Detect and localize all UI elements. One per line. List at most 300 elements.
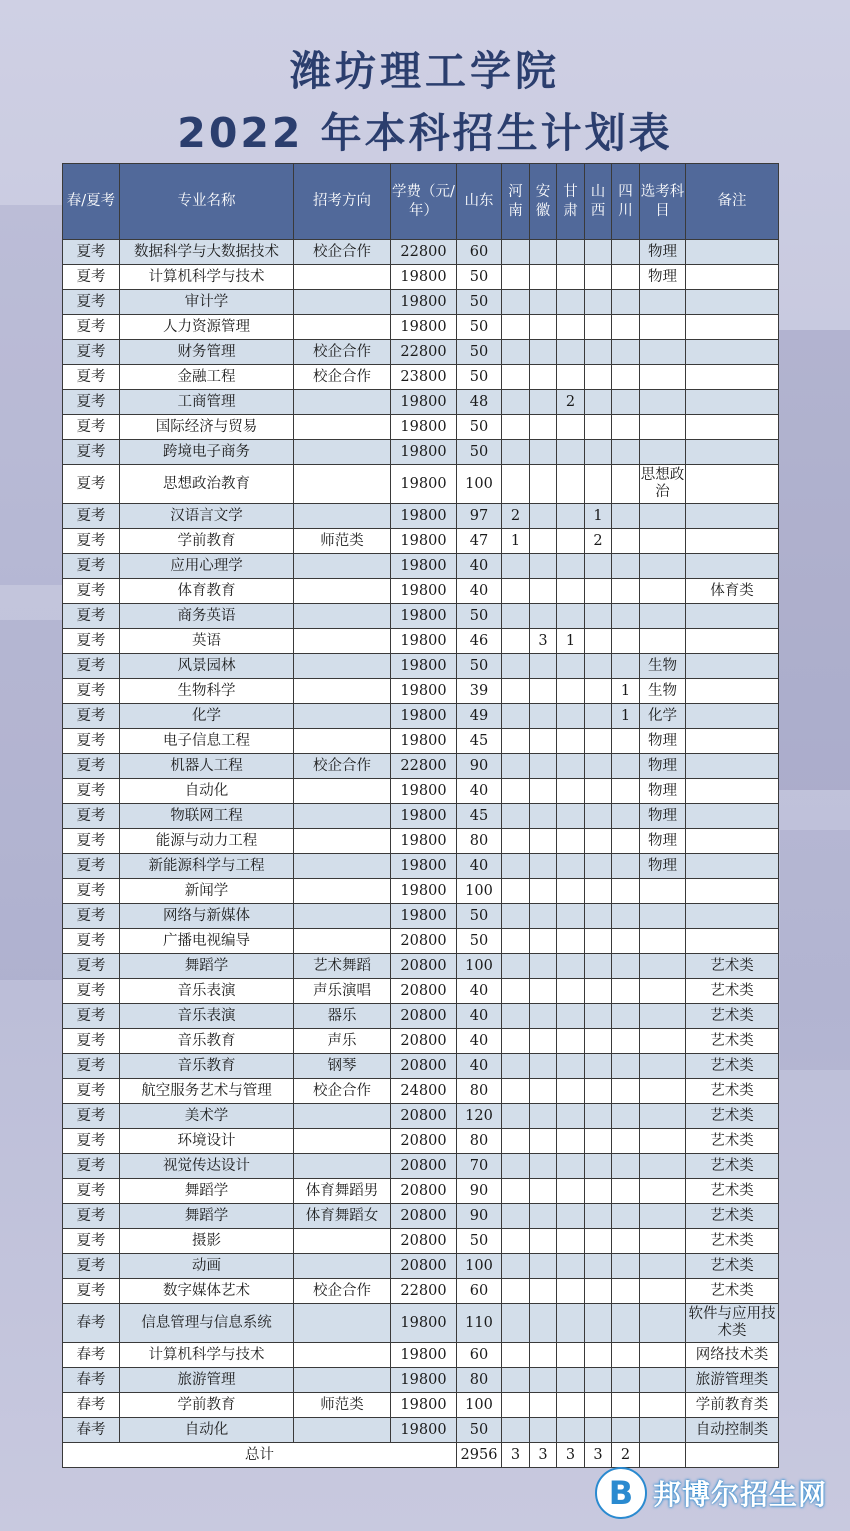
cell-col-shanxi [585, 240, 612, 265]
cell-col-sichuan [612, 1079, 640, 1104]
cell-col-sichuan [612, 629, 640, 654]
cell-col-direction [294, 1229, 391, 1254]
cell-col-major: 网络与新媒体 [120, 904, 294, 929]
cell-col-anhui [530, 904, 557, 929]
cell-col-exam-type: 夏考 [63, 465, 120, 504]
cell-col-sichuan [612, 415, 640, 440]
cell-col-major: 视觉传达设计 [120, 1154, 294, 1179]
cell-col-shandong: 50 [457, 929, 502, 954]
cell-col-gansu [557, 440, 585, 465]
cell-col-sichuan [612, 315, 640, 340]
cell-col-remark [686, 854, 779, 879]
cell-col-direction: 师范类 [294, 529, 391, 554]
cell-col-remark [686, 879, 779, 904]
cell-col-remark: 艺术类 [686, 1254, 779, 1279]
cell-col-anhui [530, 1129, 557, 1154]
cell-col-subject [640, 1179, 686, 1204]
cell-col-subject [640, 415, 686, 440]
cell-col-subject [640, 1004, 686, 1029]
cell-col-exam-type: 夏考 [63, 754, 120, 779]
cell-col-exam-type: 夏考 [63, 654, 120, 679]
table-row [63, 290, 779, 315]
cell-col-tuition: 20800 [391, 1054, 457, 1079]
cell-col-anhui [530, 1079, 557, 1104]
cell-col-gansu [557, 904, 585, 929]
cell-col-remark [686, 629, 779, 654]
cell-col-anhui [530, 1229, 557, 1254]
cell-col-shanxi [585, 579, 612, 604]
cell-col-major: 机器人工程 [120, 754, 294, 779]
table-row [63, 390, 779, 415]
cell-col-shanxi [585, 1304, 612, 1343]
cell-col-gansu [557, 929, 585, 954]
cell-col-gansu [557, 1279, 585, 1304]
cell-col-direction [294, 854, 391, 879]
cell-col-sichuan [612, 465, 640, 504]
cell-col-sichuan [612, 979, 640, 1004]
cell-col-subject: 生物 [640, 654, 686, 679]
cell-col-sichuan [612, 440, 640, 465]
cell-col-remark [686, 754, 779, 779]
cell-col-henan [502, 340, 530, 365]
cell-col-exam-type: 夏考 [63, 1104, 120, 1129]
cell-col-shanxi [585, 704, 612, 729]
table-row [63, 954, 779, 979]
cell-col-direction [294, 1104, 391, 1129]
cell-col-sichuan [612, 729, 640, 754]
cell-col-remark [686, 465, 779, 504]
cell-col-major: 体育教育 [120, 579, 294, 604]
cell-col-major: 摄影 [120, 1229, 294, 1254]
cell-col-tuition: 20800 [391, 1154, 457, 1179]
cell-col-tuition: 19800 [391, 440, 457, 465]
cell-col-direction: 师范类 [294, 1393, 391, 1418]
cell-col-gansu [557, 365, 585, 390]
cell-col-exam-type: 夏考 [63, 504, 120, 529]
cell-col-shanxi [585, 879, 612, 904]
cell-col-shandong: 60 [457, 1279, 502, 1304]
cell-col-major: 计算机科学与技术 [120, 265, 294, 290]
cell-col-anhui [530, 240, 557, 265]
cell-col-sichuan [612, 1368, 640, 1393]
table-row [63, 1393, 779, 1418]
cell-col-shandong: 50 [457, 1229, 502, 1254]
cell-col-anhui [530, 679, 557, 704]
cell-col-gansu: 1 [557, 629, 585, 654]
total-col-gansu: 3 [557, 1443, 585, 1468]
cell-col-anhui [530, 529, 557, 554]
cell-col-remark: 艺术类 [686, 954, 779, 979]
cell-col-remark: 旅游管理类 [686, 1368, 779, 1393]
cell-col-major: 人力资源管理 [120, 315, 294, 340]
cell-col-exam-type: 夏考 [63, 1079, 120, 1104]
watermark-text: 邦博尔招生网 [653, 1478, 828, 1511]
cell-col-shanxi [585, 465, 612, 504]
cell-col-sichuan [612, 854, 640, 879]
cell-col-shandong: 100 [457, 1393, 502, 1418]
cell-col-exam-type: 夏考 [63, 1229, 120, 1254]
table-row [63, 629, 779, 654]
cell-col-shandong: 39 [457, 679, 502, 704]
cell-col-gansu [557, 804, 585, 829]
header-col-tuition: 学费（元/年） [391, 164, 457, 240]
cell-col-tuition: 19800 [391, 265, 457, 290]
cell-col-remark [686, 604, 779, 629]
cell-col-remark [686, 390, 779, 415]
cell-col-sichuan [612, 1129, 640, 1154]
cell-col-sichuan [612, 554, 640, 579]
table-row [63, 465, 779, 504]
header-col-sichuan: 四川 [612, 164, 640, 240]
cell-col-subject [640, 629, 686, 654]
cell-col-gansu [557, 315, 585, 340]
cell-col-tuition: 19800 [391, 1343, 457, 1368]
cell-col-tuition: 19800 [391, 315, 457, 340]
cell-col-major: 音乐表演 [120, 1004, 294, 1029]
table-row [63, 415, 779, 440]
cell-col-sichuan [612, 1229, 640, 1254]
cell-col-gansu [557, 779, 585, 804]
cell-col-gansu [557, 729, 585, 754]
cell-col-tuition: 19800 [391, 529, 457, 554]
cell-col-anhui [530, 390, 557, 415]
cell-col-henan [502, 440, 530, 465]
header-col-shandong: 山东 [457, 164, 502, 240]
cell-col-tuition: 20800 [391, 979, 457, 1004]
cell-col-direction [294, 265, 391, 290]
cell-col-henan [502, 554, 530, 579]
cell-col-henan [502, 465, 530, 504]
table-row [63, 654, 779, 679]
header-col-henan: 河南 [502, 164, 530, 240]
cell-col-henan [502, 265, 530, 290]
table-row [63, 979, 779, 1004]
cell-col-shanxi [585, 1154, 612, 1179]
cell-col-subject [640, 529, 686, 554]
cell-col-tuition: 20800 [391, 1179, 457, 1204]
cell-col-anhui [530, 290, 557, 315]
table-row [63, 265, 779, 290]
cell-col-henan [502, 1368, 530, 1393]
cell-col-major: 美术学 [120, 1104, 294, 1129]
cell-col-sichuan [612, 1343, 640, 1368]
cell-col-anhui [530, 654, 557, 679]
cell-col-exam-type: 夏考 [63, 804, 120, 829]
cell-col-tuition: 22800 [391, 340, 457, 365]
cell-col-shanxi [585, 1029, 612, 1054]
cell-col-shandong: 40 [457, 854, 502, 879]
cell-col-tuition: 22800 [391, 1279, 457, 1304]
table-row [63, 829, 779, 854]
cell-col-exam-type: 夏考 [63, 879, 120, 904]
cell-col-major: 金融工程 [120, 365, 294, 390]
cell-col-exam-type: 夏考 [63, 729, 120, 754]
cell-col-tuition: 19800 [391, 879, 457, 904]
cell-col-gansu [557, 1393, 585, 1418]
cell-col-direction [294, 440, 391, 465]
table-row [63, 904, 779, 929]
cell-col-shandong: 50 [457, 290, 502, 315]
cell-col-gansu [557, 879, 585, 904]
cell-col-subject [640, 1229, 686, 1254]
cell-col-shanxi [585, 829, 612, 854]
cell-col-tuition: 19800 [391, 554, 457, 579]
cell-col-major: 舞蹈学 [120, 1204, 294, 1229]
cell-col-anhui [530, 554, 557, 579]
cell-col-subject [640, 1054, 686, 1079]
cell-col-gansu [557, 529, 585, 554]
cell-col-anhui [530, 1304, 557, 1343]
cell-col-gansu [557, 829, 585, 854]
cell-col-exam-type: 夏考 [63, 315, 120, 340]
cell-col-shanxi [585, 954, 612, 979]
table-row [63, 754, 779, 779]
cell-col-direction: 器乐 [294, 1004, 391, 1029]
cell-col-shandong: 100 [457, 465, 502, 504]
cell-col-direction [294, 879, 391, 904]
cell-col-subject [640, 1418, 686, 1443]
cell-col-subject [640, 579, 686, 604]
cell-col-shandong: 45 [457, 729, 502, 754]
cell-col-remark: 网络技术类 [686, 1343, 779, 1368]
cell-col-sichuan [612, 340, 640, 365]
cell-col-gansu [557, 1029, 585, 1054]
cell-col-direction [294, 704, 391, 729]
cell-col-subject [640, 365, 686, 390]
cell-col-major: 英语 [120, 629, 294, 654]
cell-col-sichuan [612, 1179, 640, 1204]
cell-col-shanxi [585, 1279, 612, 1304]
table-row [63, 579, 779, 604]
cell-col-major: 音乐教育 [120, 1054, 294, 1079]
cell-col-gansu [557, 579, 585, 604]
cell-col-direction: 艺术舞蹈 [294, 954, 391, 979]
total-col-shandong: 2956 [457, 1443, 502, 1468]
cell-col-shandong: 40 [457, 579, 502, 604]
cell-col-direction [294, 390, 391, 415]
cell-col-gansu [557, 979, 585, 1004]
cell-col-shanxi [585, 554, 612, 579]
cell-col-subject [640, 1204, 686, 1229]
cell-col-major: 物联网工程 [120, 804, 294, 829]
cell-col-shandong: 50 [457, 365, 502, 390]
cell-col-sichuan [612, 1029, 640, 1054]
cell-col-direction: 校企合作 [294, 340, 391, 365]
cell-col-direction [294, 1154, 391, 1179]
cell-col-anhui [530, 829, 557, 854]
cell-col-tuition: 20800 [391, 954, 457, 979]
cell-col-remark: 艺术类 [686, 1079, 779, 1104]
cell-col-direction [294, 904, 391, 929]
table-row [63, 1104, 779, 1129]
cell-col-major: 环境设计 [120, 1129, 294, 1154]
cell-col-shanxi [585, 604, 612, 629]
cell-col-subject [640, 1104, 686, 1129]
cell-col-shanxi [585, 1254, 612, 1279]
cell-col-exam-type: 夏考 [63, 629, 120, 654]
cell-col-gansu [557, 265, 585, 290]
cell-col-shanxi [585, 654, 612, 679]
cell-col-major: 能源与动力工程 [120, 829, 294, 854]
header-col-major: 专业名称 [120, 164, 294, 240]
cell-col-subject [640, 1154, 686, 1179]
cell-col-sichuan [612, 904, 640, 929]
cell-col-major: 新能源科学与工程 [120, 854, 294, 879]
cell-col-shandong: 50 [457, 904, 502, 929]
table-row [63, 340, 779, 365]
table-row [63, 704, 779, 729]
cell-col-gansu [557, 954, 585, 979]
cell-col-exam-type: 夏考 [63, 1129, 120, 1154]
cell-col-shandong: 50 [457, 440, 502, 465]
cell-col-exam-type: 夏考 [63, 415, 120, 440]
cell-col-major: 舞蹈学 [120, 954, 294, 979]
cell-col-exam-type: 夏考 [63, 390, 120, 415]
cell-col-remark: 艺术类 [686, 1279, 779, 1304]
cell-col-gansu [557, 1079, 585, 1104]
cell-col-exam-type: 夏考 [63, 779, 120, 804]
cell-col-major: 电子信息工程 [120, 729, 294, 754]
table-row [63, 879, 779, 904]
cell-col-exam-type: 夏考 [63, 554, 120, 579]
cell-col-anhui [530, 465, 557, 504]
cell-col-henan [502, 1343, 530, 1368]
cell-col-tuition: 19800 [391, 604, 457, 629]
cell-col-remark: 艺术类 [686, 1054, 779, 1079]
cell-col-sichuan [612, 265, 640, 290]
cell-col-major: 音乐教育 [120, 1029, 294, 1054]
table-row [63, 1204, 779, 1229]
total-col-anhui: 3 [530, 1443, 557, 1468]
cell-col-shanxi [585, 1004, 612, 1029]
cell-col-shandong: 40 [457, 779, 502, 804]
cell-col-henan [502, 979, 530, 1004]
table-row [63, 729, 779, 754]
cell-col-gansu [557, 340, 585, 365]
cell-col-exam-type: 春考 [63, 1418, 120, 1443]
cell-col-anhui [530, 504, 557, 529]
table-row [63, 1004, 779, 1029]
cell-col-remark: 艺术类 [686, 979, 779, 1004]
cell-col-exam-type: 夏考 [63, 1254, 120, 1279]
cell-col-anhui [530, 1154, 557, 1179]
cell-col-sichuan: 1 [612, 704, 640, 729]
cell-col-sichuan [612, 879, 640, 904]
cell-col-henan [502, 654, 530, 679]
cell-col-major: 财务管理 [120, 340, 294, 365]
cell-col-anhui [530, 1368, 557, 1393]
cell-col-tuition: 19800 [391, 504, 457, 529]
cell-col-henan: 2 [502, 504, 530, 529]
cell-col-henan [502, 604, 530, 629]
cell-col-anhui [530, 604, 557, 629]
cell-col-subject: 物理 [640, 804, 686, 829]
cell-col-anhui [530, 954, 557, 979]
cell-col-shanxi [585, 1229, 612, 1254]
cell-col-remark [686, 929, 779, 954]
table-row [63, 804, 779, 829]
enrollment-plan-table [62, 163, 779, 1468]
cell-col-gansu [557, 754, 585, 779]
cell-col-henan [502, 804, 530, 829]
cell-col-shandong: 50 [457, 265, 502, 290]
cell-col-major: 工商管理 [120, 390, 294, 415]
cell-col-direction [294, 290, 391, 315]
cell-col-shanxi [585, 629, 612, 654]
cell-col-shandong: 50 [457, 415, 502, 440]
cell-col-subject [640, 340, 686, 365]
cell-col-tuition: 20800 [391, 1204, 457, 1229]
cell-col-direction [294, 1418, 391, 1443]
cell-col-gansu [557, 1179, 585, 1204]
cell-col-direction [294, 1368, 391, 1393]
cell-col-henan [502, 1304, 530, 1343]
cell-col-henan [502, 1229, 530, 1254]
table-row [63, 1079, 779, 1104]
cell-col-henan [502, 390, 530, 415]
cell-col-remark [686, 729, 779, 754]
cell-col-shandong: 110 [457, 1304, 502, 1343]
cell-col-remark [686, 365, 779, 390]
header-col-shanxi: 山西 [585, 164, 612, 240]
cell-col-gansu [557, 1129, 585, 1154]
cell-col-henan [502, 1054, 530, 1079]
cell-col-direction [294, 929, 391, 954]
cell-col-henan [502, 1154, 530, 1179]
cell-col-subject [640, 315, 686, 340]
cell-col-exam-type: 夏考 [63, 265, 120, 290]
cell-col-sichuan [612, 1254, 640, 1279]
cell-col-shanxi [585, 1104, 612, 1129]
cell-col-direction [294, 829, 391, 854]
background-photo-right-lower [780, 830, 850, 1070]
cell-col-subject [640, 604, 686, 629]
cell-col-sichuan [612, 1104, 640, 1129]
cell-col-shandong: 100 [457, 879, 502, 904]
cell-col-direction: 校企合作 [294, 1279, 391, 1304]
header-col-anhui: 安徽 [530, 164, 557, 240]
cell-col-shanxi [585, 979, 612, 1004]
table-row [63, 529, 779, 554]
cell-col-remark [686, 554, 779, 579]
background-photo-right [770, 330, 850, 790]
cell-col-major: 数字媒体艺术 [120, 1279, 294, 1304]
cell-col-tuition: 19800 [391, 654, 457, 679]
cell-col-anhui [530, 1029, 557, 1054]
cell-col-subject: 物理 [640, 754, 686, 779]
cell-col-shanxi [585, 904, 612, 929]
cell-col-major: 旅游管理 [120, 1368, 294, 1393]
cell-col-shanxi [585, 415, 612, 440]
cell-col-subject [640, 1029, 686, 1054]
cell-col-henan [502, 829, 530, 854]
cell-col-sichuan [612, 779, 640, 804]
cell-col-gansu: 2 [557, 390, 585, 415]
cell-col-exam-type: 夏考 [63, 579, 120, 604]
cell-col-shanxi: 1 [585, 504, 612, 529]
cell-col-tuition: 24800 [391, 1079, 457, 1104]
cell-col-tuition: 19800 [391, 290, 457, 315]
cell-col-shandong: 80 [457, 829, 502, 854]
cell-col-subject [640, 504, 686, 529]
table-row [63, 504, 779, 529]
cell-col-tuition: 20800 [391, 1029, 457, 1054]
cell-col-exam-type: 夏考 [63, 1054, 120, 1079]
cell-col-sichuan [612, 1304, 640, 1343]
cell-col-remark: 艺术类 [686, 1029, 779, 1054]
cell-col-anhui [530, 779, 557, 804]
table-row [63, 1418, 779, 1443]
